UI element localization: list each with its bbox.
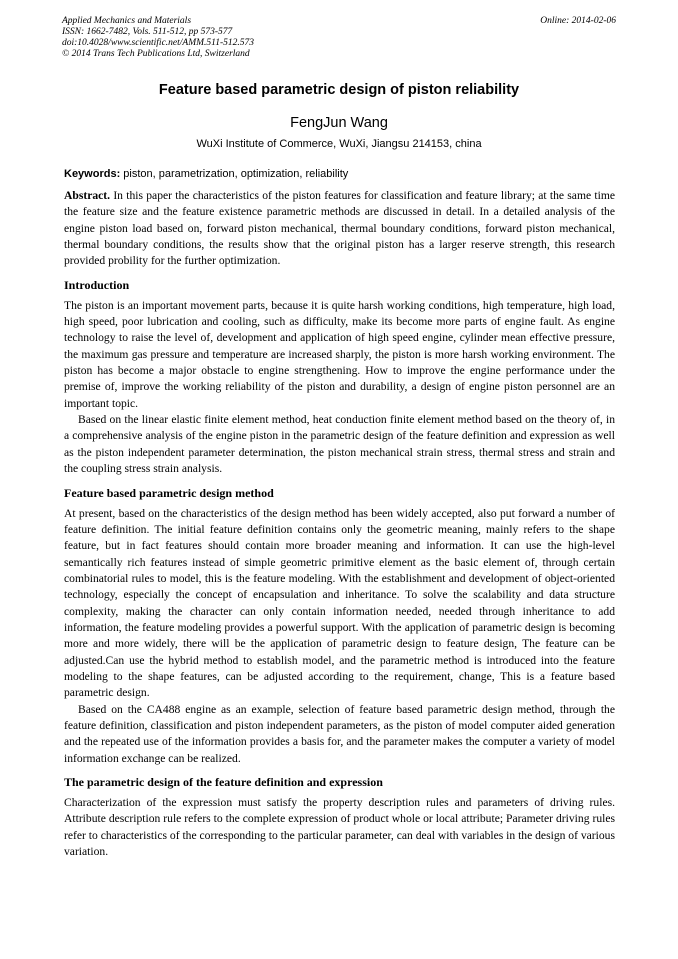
journal-name: Applied Mechanics and Materials [62, 16, 192, 26]
keywords-label: Keywords: [64, 168, 121, 180]
section-heading-introduction: Introduction [64, 277, 130, 292]
doi-line: doi:10.4028/www.scientific.net/AMM.511-512.573 [62, 38, 254, 48]
journal-header [62, 16, 616, 60]
body-paragraph: Based on the linear elastic finite element method, heat conduction finite element method based on the theory of, in a comprehensive analysis of the engine piston in the parametric design of the feature definition and expression as well as the piston independent parameter determination, the piston mechanical strain stress, thermal stress and strain and the coupling stress strain analysis. [64, 413, 615, 476]
paper-title: Feature based parametric design of piston reliability [158, 82, 520, 98]
body-paragraph: The piston is an important movement parts, because it is quite harsh working conditions, high temperature, high load, high speed, poor lubrication and cooling, such as difficulty, make its become more parts of engine fault. As engine technology to raise the level of, development and application of high speed engine, cylinder mean effective pressure, the maximum gas pressure and temperature are increased sharply, the piston is more harsh working environment. The piston has become a major obstacle to engine strengthening. How to improve the engine performance under the premise of, improve the working reliability of the piston and durability, a design of engine piston personnel are an important topic. [64, 298, 615, 410]
section-heading-definition: The parametric design of the feature definition and expression [64, 775, 383, 789]
paper-body [64, 188, 615, 860]
author-affiliation: WuXi Institute of Commerce, WuXi, Jiangsu 214153, china [196, 138, 482, 150]
online-date: Online: 2014-02-06 [540, 16, 616, 26]
body-paragraph: At present, based on the characteristics of the design method has been widely accepted, also put forward a number of feature definition. The initial feature definition contains only the geometric meaning, mainly refers to the shape feature, but in fact features should contain more broader meaning and information. It can use the high-level semantically rich features instead of simple geometric primitive element as the basic element of, through certain combinatorial rules to model, this is the feature modeling. With the establishment and development of object-oriented technology, especially the concept of encapsulation and inheritance. To solve the scalability and data structure complexity, making the character can only contain information needed, needed through inheritance to add information, the feature modeling provides a powerful support. With the application of parametric design is becoming more and more widely, there will be the application of parametric design to feature design, The feature can be adjusted.Can use the hybrid method to establish model, and the parametric method is introduced into the feature modeling to the shape features, can be adjusted according to the requirement, change, This is a feature based parametric design. [64, 506, 615, 700]
abstract-paragraph [64, 188, 615, 270]
abstract-text: In this paper the characteristics of the piston features for classification and feature library; at the same time the feature size and the feature existence parametric methods are discussed in detail. In a detailed analysis of the engine piston load based on, forward piston mechanical, thermal boundary conditions, forward piston mechanical, thermal boundary conditions, the results show that the original piston has a larger reserve strength, this research provided probility for the further optimization. [64, 189, 615, 268]
abstract-label: Abstract. [64, 189, 111, 202]
copyright-line: © 2014 Trans Tech Publications Ltd, Switzerland [62, 49, 250, 59]
keywords-line [64, 167, 616, 181]
body-paragraph: Characterization of the expression must satisfy the property description rules and parameters of driving rules. Attribute description rule refers to the complete expression of product whole or local attribute; Parameter driving rules refer to characteristics of the corresponding to the particular parameter, can deal with variables in the design of various variation. [64, 796, 615, 859]
issn-line: ISSN: 1662-7482, Vols. 511-512, pp 573-577 [62, 27, 233, 37]
author-name: FengJun Wang [290, 115, 388, 131]
body-paragraph: Based on the CA488 engine as an example, selection of feature based parametric design method, through the feature definition, classification and piston independent parameters, as the piston of model computer aided generation and the repeated use of the information provides a basis for, and the parameter makes the computer a variety of model information exchange can be realized. [64, 702, 615, 765]
section-heading-method: Feature based parametric design method [64, 485, 274, 500]
keywords-text: piston, parametrization, optimization, reliability [120, 168, 349, 180]
